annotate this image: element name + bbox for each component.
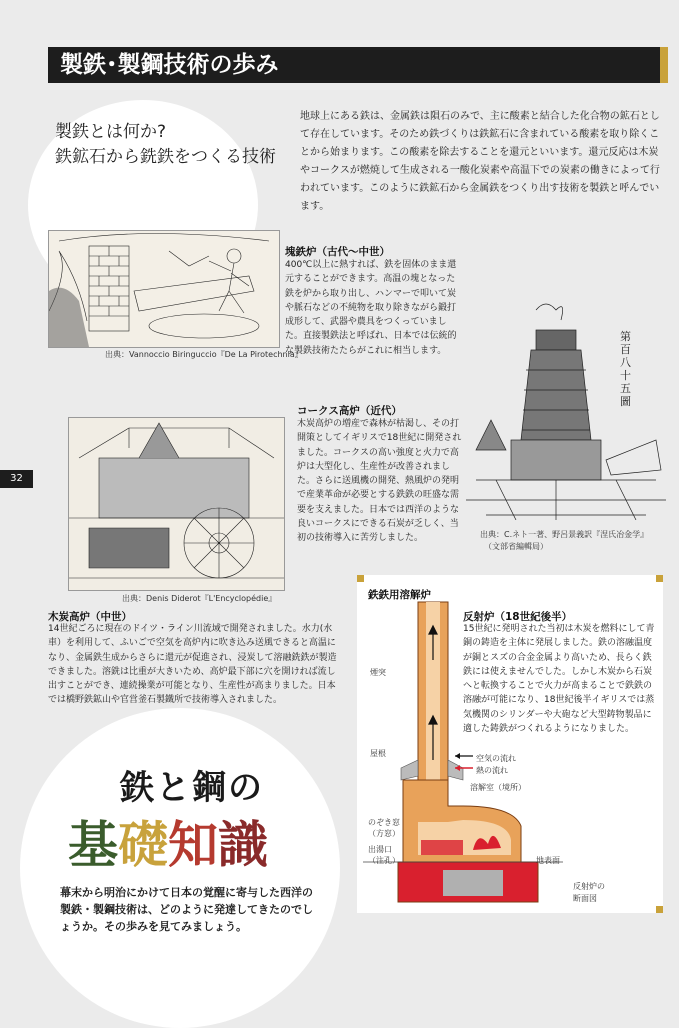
feature-char-1: 基: [68, 815, 118, 874]
label-section-2: 断面図: [573, 894, 597, 903]
label-peep-window-2: （方窓）: [368, 829, 400, 838]
feature-char-4: 識: [218, 815, 268, 874]
charcoal-furnace-engraving: [68, 417, 285, 591]
label-air-flow: 空気の流れ: [476, 754, 516, 763]
print-label-text: 第百八十五圖: [620, 330, 631, 408]
coke-text: 木炭高炉の増産で森林が枯渇し、その打開策としてイギリスで18世紀に開発されました。コークスの高い強度と火力で高炉は大型化し、生産性が改善されました。さらに送風機の開発、熱風炉の発明で産業革命が必要とする鉄鉄の旺盛な需要を支えました。日本では西洋のような良いコークスにできる石炭が乏しく、当初の技術導入に苦労しました。: [297, 419, 462, 544]
bloomery-engraving: [48, 230, 280, 348]
print-label: [620, 330, 634, 408]
question-line-1: 製鉄とは何か?: [55, 122, 167, 142]
bloomery-text: 400℃以上に熱すれば、鉄を固体のまま還元することができます。高温の塊となった鉄を炉から取り出し、ハンマーで叩いて炭や脈石などの不純物を取り除きながら鍛打成形して、武器や農具をつくっていました。直接製鉄法と呼ばれ、日本では伝統的な製鉄技術たたらがこれに相当します。: [285, 260, 457, 356]
charcoal-text: 14世紀ごろに現在のドイツ・ライン川流域で開発されました。水力(水車）を利用して、ふいごで空気を高炉内に吹き込み送風できると高温になり、金属鉄生成からさらに還元が促進され、浸炭して溶融銑鉄が製造できました。溶銑は比重が大きいため、高炉最下部に穴を開ければ流し出すことができ、連続操業が可能となり、生産性が高まりました。日本では橋野鉄鉱山や官営釜石製鐵所で技術導入されました。: [48, 624, 337, 706]
page-header: [48, 47, 668, 83]
bloomery-caption: 出典：Vannoccio Biringuccio『De La Pirotechnia』: [105, 350, 303, 359]
bloomery-title: 塊鉄炉（古代〜中世）: [285, 246, 390, 258]
charcoal-caption: 出典：Denis Diderot『L'Encyclopédie』: [122, 594, 277, 603]
label-melting-chamber: 溶解室（境所）: [470, 783, 526, 792]
feature-char-3: 知: [168, 815, 218, 874]
coke-caption-1: 出典：C.ネト一著、野呂景義訳『涅氏冶金学』: [480, 530, 649, 539]
panel-corner-br: [656, 906, 663, 913]
reverberatory-text: 15世紀に発明された当初は木炭を燃料にして青銅の鋳造を主体に発展しました。鉄の溶融温度が銅とスズの合金金属より高いため、長らく鉄鉄には使えませんでした。しかし木炭から石炭へと転換することで火力が高まることで鉄鉄の溶融が可能になり、18世紀後半イギリスでは蒸気機関のシリンダーや大砲など大型鋳物製品に適した鋳鉄がつくれるようになりました。: [463, 624, 655, 735]
feature-char-2: 礎: [118, 815, 168, 874]
label-ground: 地表面: [536, 856, 560, 865]
label-section-1: 反射炉の: [573, 882, 605, 891]
label-heat-flow: 熱の流れ: [476, 766, 508, 775]
charcoal-title: 木炭高炉（中世）: [48, 611, 132, 623]
coke-caption-2: （文部省編輯局）: [484, 542, 548, 551]
page-title: 製鉄･製鋼技術の歩み: [60, 52, 279, 78]
label-chimney: 煙突: [370, 668, 386, 677]
header-accent: [660, 47, 668, 83]
feature-title-small: 鉄と鋼の: [120, 768, 264, 808]
diagram-panel-title: 鉄鉄用溶解炉: [368, 589, 431, 601]
question-line-2: 鉄鉱石から銑鉄をつくる技術: [55, 147, 276, 167]
intro-text: 地球上にある鉄は、金属鉄は隕石のみで、主に酸素と結合した化合物の鉱石として存在しています。そのため鉄づくりは鉄鉱石に含まれている酸素を取り除くことから始まります。この酸素を除去することを還元といいます。還元反応は木炭やコークスが燃焼して生成される一酸化炭素や高温下での炭素の働きによって行われています。このように鉄鉱石から金属鉄をつくり出す技術を製鉄と呼んでいます。: [300, 111, 660, 212]
feature-lead: 幕末から明治にかけて日本の覚醒に寄与した西洋の製鉄・製鋼技術は、どのように発達してきたのでしょうか。その歩みを見てみましょう。: [60, 886, 313, 933]
coke-title: コークス高炉（近代）: [297, 405, 402, 417]
panel-corner-tl: [357, 575, 364, 582]
coke-furnace-engraving: [466, 300, 666, 520]
label-roof: 屋根: [370, 749, 386, 758]
label-tap-1: 出湯口: [368, 845, 392, 854]
label-peep-window-1: のぞき窓: [368, 818, 400, 827]
intro-question: [55, 120, 276, 170]
page-number: 32: [0, 470, 33, 488]
label-tap-2: （注孔）: [368, 856, 400, 865]
panel-corner-tr: [656, 575, 663, 582]
reverberatory-title: 反射炉（18世紀後半）: [463, 611, 573, 623]
feature-title-big: [68, 805, 268, 877]
